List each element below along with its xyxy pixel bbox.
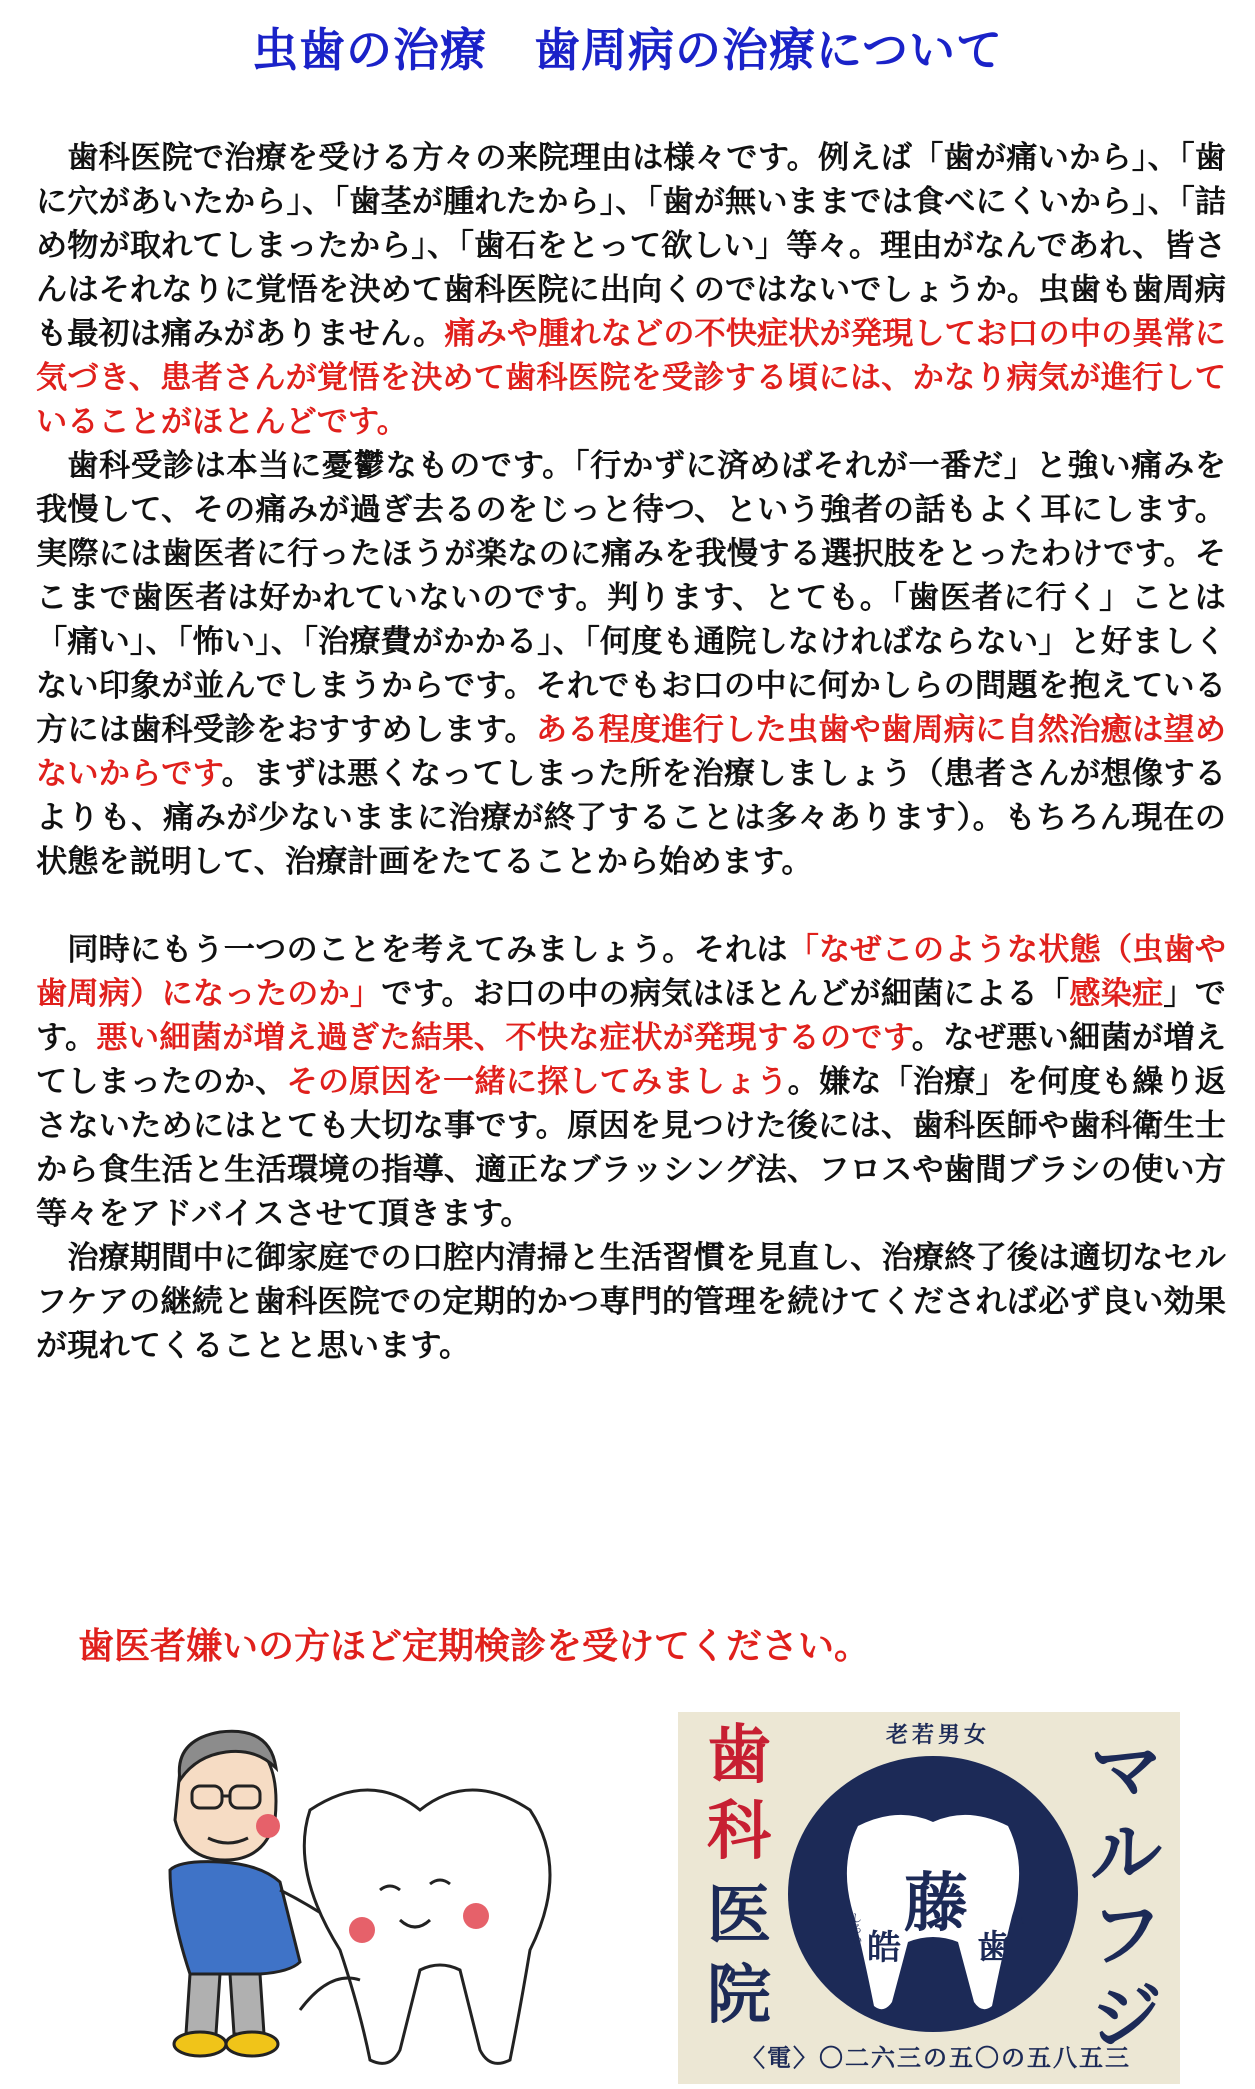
paragraph-3-text-d: 。なぜ悪い細菌が増えてしまったのか、: [36, 1020, 1226, 1100]
paragraph-3-emphasis-a: 「なぜこのような状態（虫歯や歯周病）になったのか」: [36, 932, 1226, 1012]
paragraph-2: [36, 444, 1226, 884]
logo-ha: 歯: [977, 1928, 1011, 1968]
logo-shika: 歯科: [707, 1718, 771, 1869]
paragraph-2-text-b: 。まずは悪くなってしまった所を治療しましょう（患者さんが想像するよりも、痛みが少ないままに治療が終了することは多々あります）。もちろん現在の状態を説明して、治療計画をたてることから始めます。: [36, 756, 1226, 880]
paragraph-3: [36, 928, 1226, 1236]
paragraph-3-text-a: 同時にもう一つのことを考えてみましょう。それは: [67, 932, 788, 968]
paragraph-2-text-a: 歯科受診は本当に憂鬱なものです。「行かずに済めばそれが一番だ」と強い痛みを我慢して、その痛みが過ぎ去るのをじっと待つ、という強者の話もよく耳にします。実際には歯医者に行ったほうが楽なのに痛みを我慢する選択肢をとったわけです。そこまで歯医者は好かれていないのです。判ります、とても。「歯医者に行く」ことは「痛い」、「怖い」、「治療費がかかる」、「何度も通院しなければならない」と好ましくない印象が並んでしまうからです。それでもお口の中に何かしらの問題を抱えている方には歯科受診をおすすめします。: [36, 448, 1226, 748]
logo-phone: 〈電〉〇二六三の五〇の五八五三: [741, 2043, 1131, 2072]
paragraph-1-text: 歯科医院で治療を受ける方々の来院理由は様々です。例えば「歯が痛いから」、「歯に穴があいたから」、「歯茎が腫れたから」、「歯が無いままでは食べにくいから」、「詰め物が取れてしまったから」、「歯石をとって欲しい」等々。理由がなんであれ、皆さんはそれなりに覚悟を決めて歯科医院に出向くのではないでしょうか。虫歯も歯周病も最初は痛みがありません。: [36, 140, 1226, 352]
paragraph-3-text-c: 」です。: [36, 976, 1226, 1056]
dentist-and-tooth-illustration: [130, 1720, 570, 2080]
paragraph-3-text-e: 。嫌な「治療」を何度も繰り返さないためにはとても大切な事です。原因を見つけた後には、歯科医師や歯科衛生士から食生活と生活環境の指導、適正なブラッシング法、フロスや歯間ブラシの使い方等々をアドバイスさせて頂きます。: [36, 1064, 1226, 1232]
logo-fuji: 藤: [904, 1866, 968, 1941]
closing-message: 歯医者嫌いの方ほど定期検診を受けてください。: [78, 1626, 871, 1667]
logo-tagline: 老若男女: [885, 1722, 990, 1748]
paragraph-3-emphasis-c: 悪い細菌が増え過ぎた結果、不快な症状が発現するのです: [96, 1020, 912, 1056]
logo-iin: 医院: [707, 1878, 771, 2033]
clinic-logo: [678, 1712, 1180, 2084]
logo-shiroi-ruby: しろい: [850, 1912, 863, 1945]
paragraph-1: [36, 136, 1226, 444]
tooth-character-icon: [300, 1790, 550, 2063]
logo-clinic-name: マルフジ: [1089, 1728, 1162, 2059]
page-title: 虫歯の治療 歯周病の治療について: [251, 23, 1004, 77]
paragraph-2-emphasis: ある程度進行した虫歯や歯周病に自然治癒は望めないからです: [36, 712, 1226, 792]
paragraph-3-emphasis-d: その原因を一緒に探してみましょう: [286, 1064, 788, 1100]
paragraph-3-emphasis-b: 感染症: [1069, 976, 1164, 1012]
paragraph-4: 治療期間中に御家庭での口腔内清掃と生活習慣を見直し、治療終了後は適切なセルフケアの継続と歯科医院での定期的かつ専門的管理を続けてくだされば必ず良い効果が現れてくることと思います。: [36, 1240, 1226, 1364]
logo-shiroi: 皓: [867, 1928, 901, 1968]
paragraph-1-emphasis: 痛みや腫れなどの不快症状が発現してお口の中の異常に気づき、患者さんが覚悟を決めて歯科医院を受診する頃には、かなり病気が進行していることがほとんどです。: [36, 316, 1226, 440]
paragraph-3-text-b: です。お口の中の病気はほとんどが細菌による「: [381, 976, 1070, 1012]
logo-ha-ruby: は: [1014, 1914, 1025, 1927]
article-body: [36, 136, 1226, 1368]
